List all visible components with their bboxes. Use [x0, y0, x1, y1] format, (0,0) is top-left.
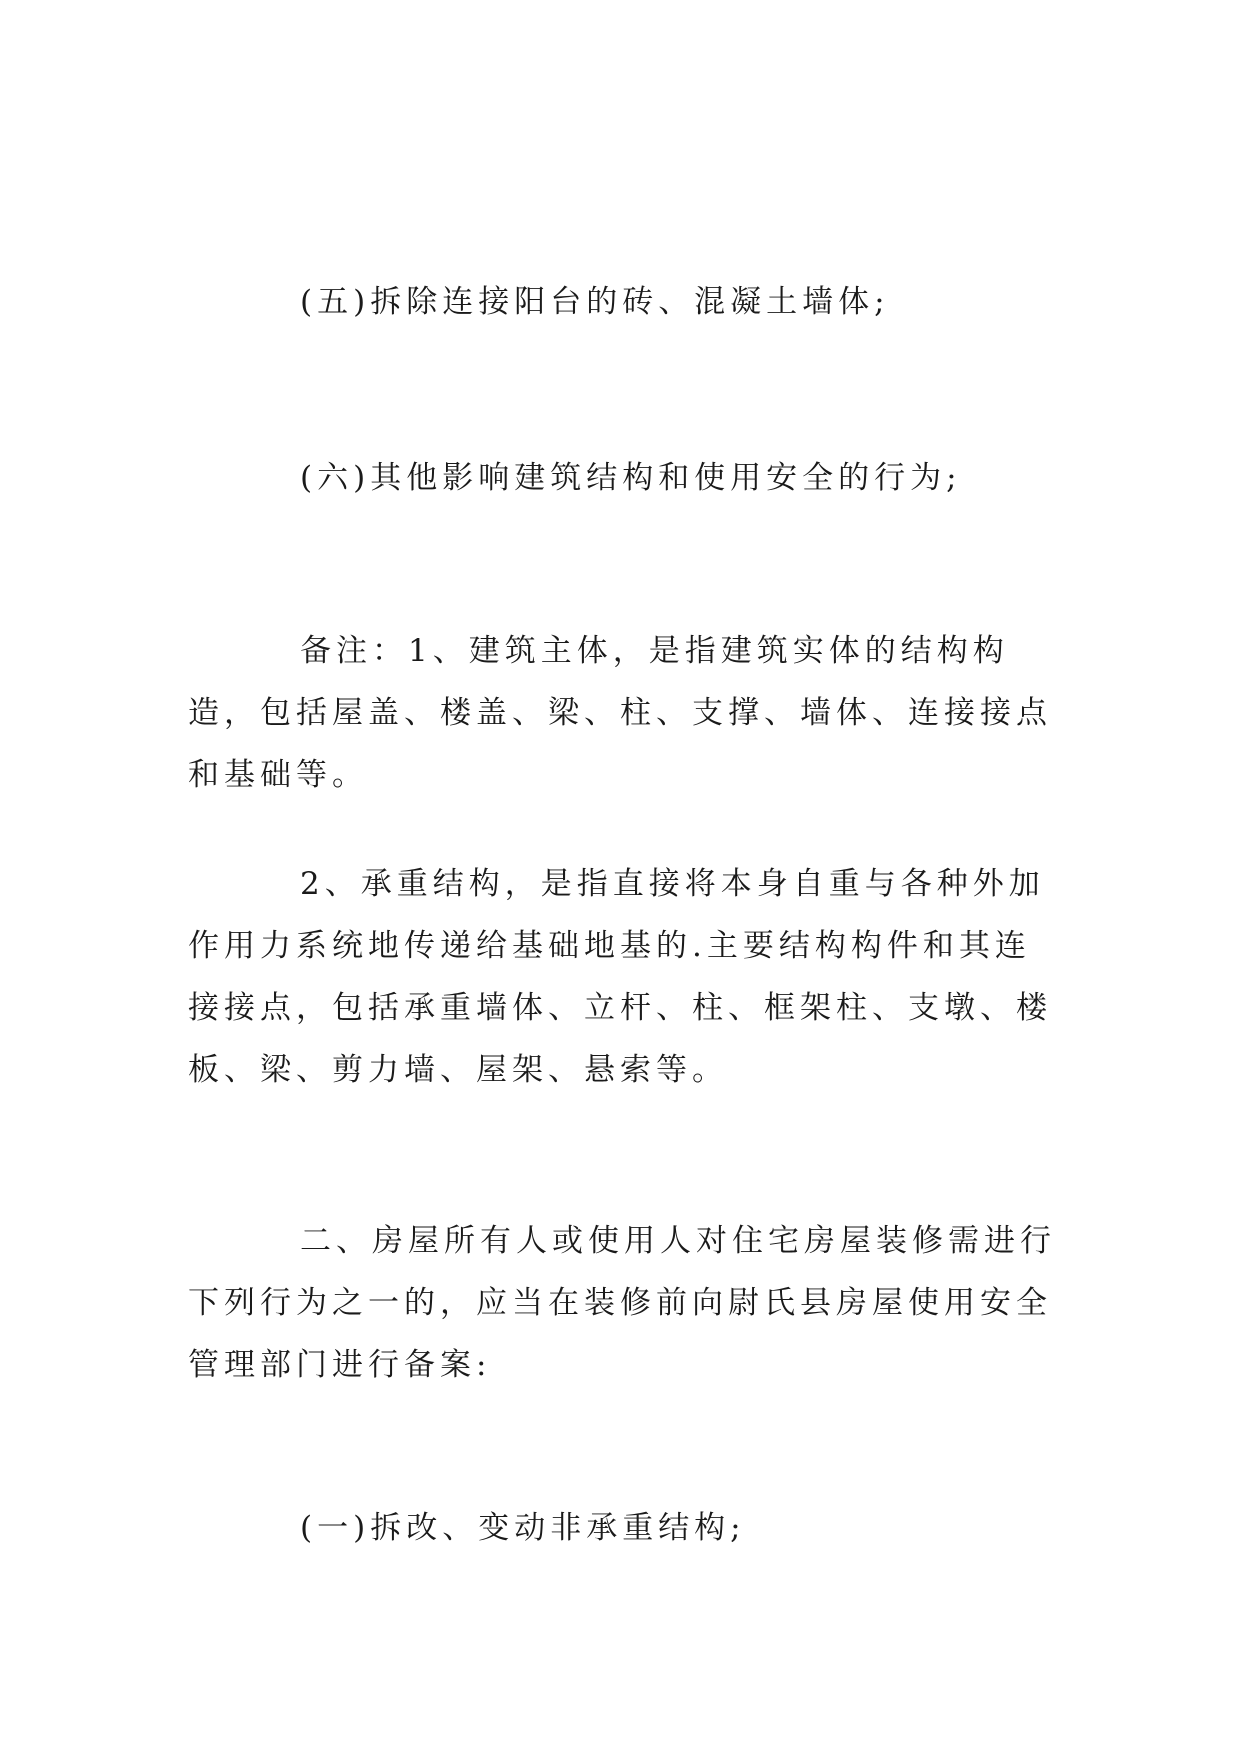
paragraph-non-load-bearing-change: (一)拆改、变动非承重结构; — [300, 1510, 746, 1546]
paragraph-note-building-main-body: 备注：1、建筑主体，是指建筑实体的结构构造，包括屋盖、楼盖、梁、柱、支撑、墙体、连接接点和基础等。 — [188, 633, 1052, 793]
paragraph-other-unsafe-acts: (六)其他影响建筑结构和使用安全的行为; — [300, 460, 962, 496]
paragraph-load-bearing-structure: 2、承重结构，是指直接将本身自重与各种外加作用力系统地传递给基础地基的.主要结构构件和其连接接点，包括承重墙体、立杆、柱、框架柱、支墩、楼板、梁、剪力墙、屋架、悬索等。 — [188, 866, 1052, 1088]
paragraph-demolish-balcony-wall: (五)拆除连接阳台的砖、混凝土墙体; — [300, 284, 890, 320]
paragraph-filing-requirement: 二、房屋所有人或使用人对住宅房屋装修需进行下列行为之一的，应当在装修前向尉氏县房屋使用安全管理部门进行备案: — [188, 1223, 1056, 1383]
